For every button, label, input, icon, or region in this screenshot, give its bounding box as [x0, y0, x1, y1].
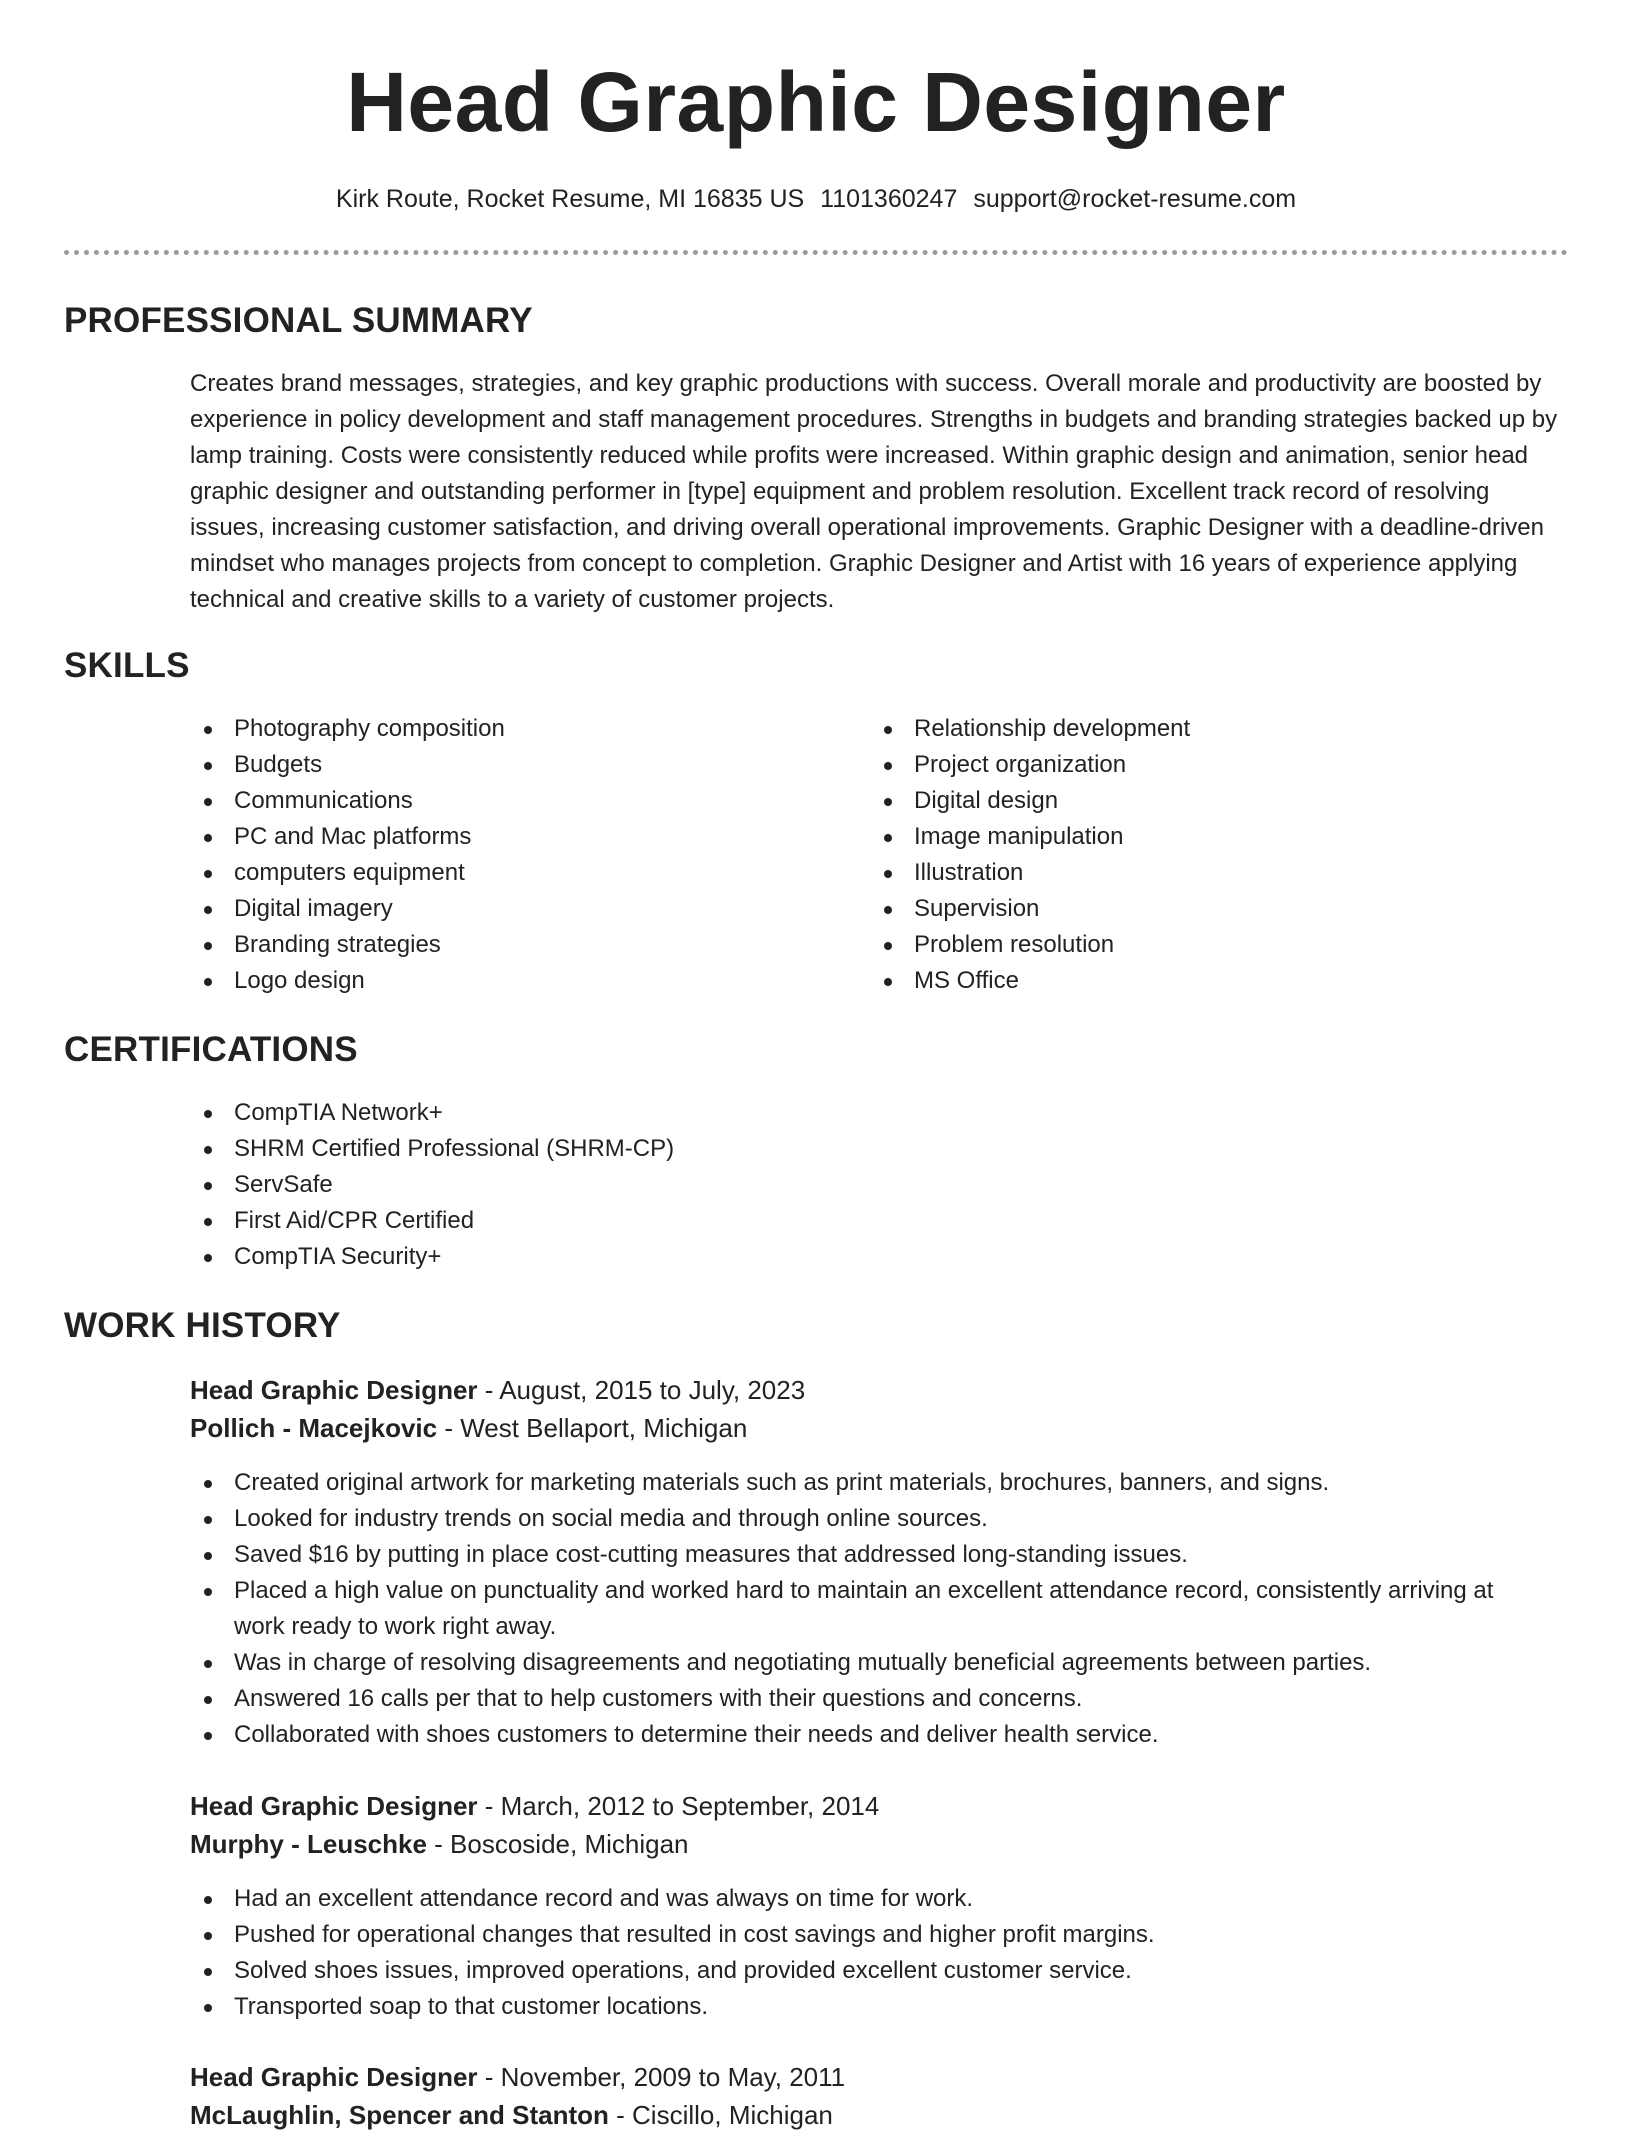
job-duty: Looked for industry trends on social media and through online sources. — [190, 1501, 1550, 1537]
job-title: Head Graphic Designer — [190, 2062, 478, 2092]
certifications-list — [190, 1095, 1550, 1275]
job-title: Head Graphic Designer — [190, 1791, 478, 1821]
job-duty: Collaborated with shoes customers to determine their needs and deliver health service. — [190, 1717, 1550, 1753]
skill-item: computers equipment — [190, 855, 830, 891]
certifications-heading: CERTIFICATIONS — [64, 1030, 358, 1069]
skill-item: Branding strategies — [190, 927, 830, 963]
skill-item: Problem resolution — [870, 927, 1550, 963]
summary-heading: PROFESSIONAL SUMMARY — [64, 301, 533, 340]
job-company-line — [190, 1825, 689, 1863]
skill-item: PC and Mac platforms — [190, 819, 830, 855]
skills-list-right — [870, 711, 1550, 999]
job-duty: Saved $16 by putting in place cost-cutting measures that addressed long-standing issues. — [190, 1537, 1550, 1573]
resume-header — [64, 52, 1568, 216]
skill-item: Illustration — [870, 855, 1550, 891]
skill-item: Supervision — [870, 891, 1550, 927]
job-company: Murphy - Leuschke — [190, 1829, 427, 1859]
skills-heading: SKILLS — [64, 646, 190, 685]
summary-text: Creates brand messages, strategies, and key graphic productions with success. Overall morale and productivity are boosted by experience in policy development and staff management procedures. Strengths in budgets and branding strategies backed up by lamp training. Costs were consistently reduced while profits were increased. Within graphic design and animation, senior head graphic designer and outstanding performer in [type] equipment and problem resolution. Excellent track record of resolving issues, increasing customer satisfaction, and driving overall operational improvements. Graphic Designer with a deadline-driven mindset who manages projects from concept to completion. Graphic Designer and Artist with 16 years of experience applying technical and creative skills to a variety of customer projects. — [190, 370, 1558, 613]
job-company: Pollich - Macejkovic — [190, 1413, 438, 1443]
skill-item: Relationship development — [870, 711, 1550, 747]
job-title-line — [190, 1787, 879, 1825]
job-title-line — [190, 1371, 805, 1409]
job-company: McLaughlin, Spencer and Stanton — [190, 2100, 609, 2130]
header-divider — [64, 250, 1568, 255]
job-location: - West Bellaport, Michigan — [437, 1413, 748, 1443]
skill-item: Project organization — [870, 747, 1550, 783]
contact-address: Kirk Route, Rocket Resume, MI 16835 US — [335, 185, 805, 213]
job-duties-list — [190, 1881, 1550, 2025]
certification-item: ServSafe — [190, 1167, 1550, 1203]
job-dates: - August, 2015 to July, 2023 — [477, 1375, 806, 1405]
skill-item: Digital imagery — [190, 891, 830, 927]
job-duty: Was in charge of resolving disagreements and negotiating mutually beneficial agreements between parties. — [190, 1645, 1550, 1681]
skill-item: Logo design — [190, 963, 830, 999]
certification-item: SHRM Certified Professional (SHRM-CP) — [190, 1131, 1550, 1167]
skills-list-left — [190, 711, 830, 999]
skill-item: Digital design — [870, 783, 1550, 819]
job-company-line — [190, 1409, 747, 1447]
job-location: - Ciscillo, Michigan — [608, 2100, 833, 2130]
certification-item: CompTIA Security+ — [190, 1239, 1550, 1275]
skill-item: Communications — [190, 783, 830, 819]
job-location: - Boscoside, Michigan — [426, 1829, 689, 1859]
job-duty: Answered 16 calls per that to help customers with their questions and concerns. — [190, 1681, 1550, 1717]
skill-item: Image manipulation — [870, 819, 1550, 855]
certification-item: First Aid/CPR Certified — [190, 1203, 1550, 1239]
contact-phone: 1101360247 — [820, 185, 958, 213]
job-duty: Placed a high value on punctuality and worked hard to maintain an excellent attendance record, consistently arriving at work ready to work right away. — [190, 1573, 1550, 1645]
work-history-heading: WORK HISTORY — [64, 1306, 341, 1345]
skill-item: Photography composition — [190, 711, 830, 747]
skill-item: Budgets — [190, 747, 830, 783]
job-duty: Created original artwork for marketing materials such as print materials, brochures, banners, and signs. — [190, 1465, 1550, 1501]
contact-email[interactable]: support@rocket-resume.com — [973, 185, 1297, 213]
contact-line — [64, 182, 1568, 216]
resume-name: Head Graphic Designer — [346, 55, 1286, 149]
skill-item: MS Office — [870, 963, 1550, 999]
job-duty: Had an excellent attendance record and was always on time for work. — [190, 1881, 1550, 1917]
job-title-line — [190, 2058, 845, 2096]
job-company-line — [190, 2096, 833, 2134]
certification-item: CompTIA Network+ — [190, 1095, 1550, 1131]
job-duties-list — [190, 1465, 1550, 1753]
job-title: Head Graphic Designer — [190, 1375, 478, 1405]
job-duty: Solved shoes issues, improved operations, and provided excellent customer service. — [190, 1953, 1550, 1989]
job-dates: - March, 2012 to September, 2014 — [477, 1791, 880, 1821]
job-duty: Transported soap to that customer locations. — [190, 1989, 1550, 2025]
job-duty: Pushed for operational changes that resulted in cost savings and higher profit margins. — [190, 1917, 1550, 1953]
job-dates: - November, 2009 to May, 2011 — [477, 2062, 846, 2092]
